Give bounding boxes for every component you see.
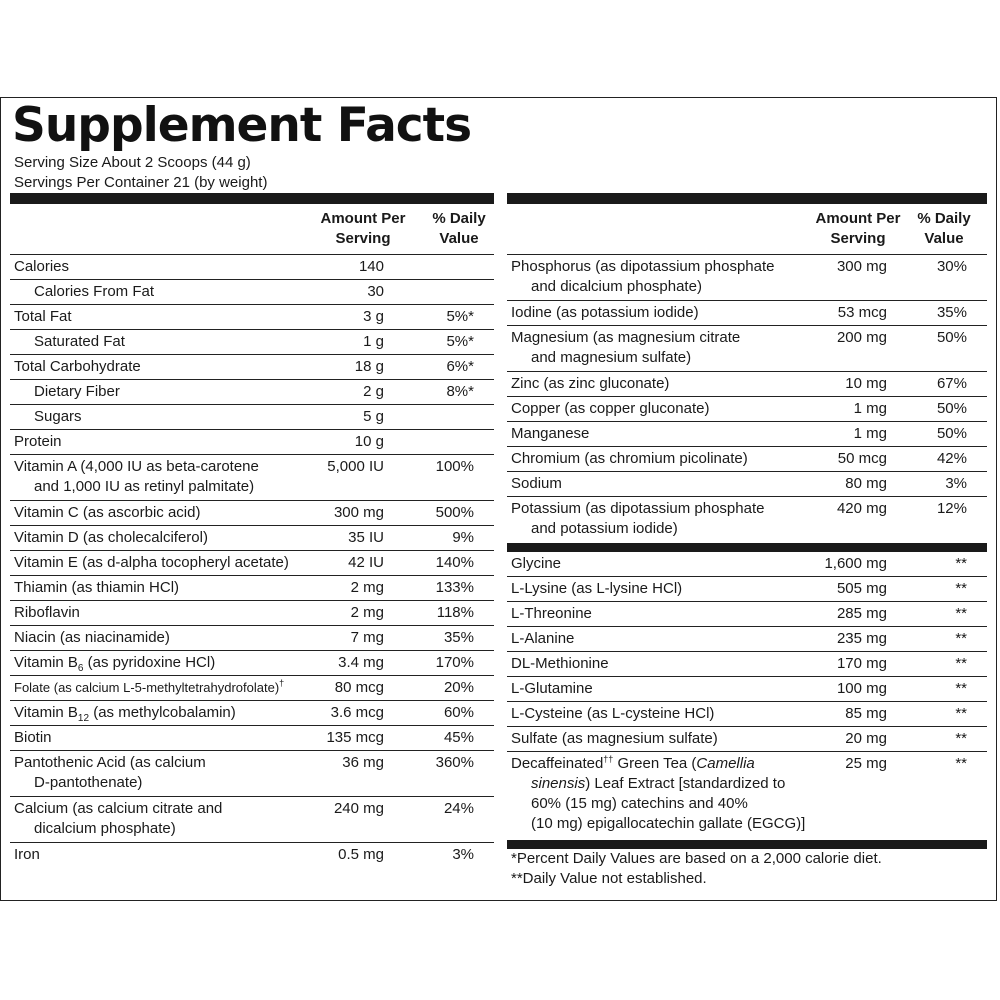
- amount-value: 505 mg: [836, 580, 887, 597]
- nutrient-name: Sodium: [511, 475, 562, 492]
- daily-value: **: [955, 705, 967, 722]
- nutrient-row: [10, 455, 494, 501]
- daily-value: **: [955, 630, 967, 647]
- nutrient-name: Total Fat: [14, 308, 72, 325]
- daily-value: 100%: [435, 458, 474, 475]
- nutrient-row: [10, 305, 494, 330]
- daily-value: 5%*: [446, 308, 474, 325]
- nutrient-name: Vitamin E (as d-alpha tocopheryl acetate): [14, 554, 289, 571]
- panel-title: Supplement Facts: [12, 98, 472, 153]
- daily-value: 5%*: [446, 333, 474, 350]
- nutrient-row: [507, 602, 987, 627]
- nutrient-row: [507, 652, 987, 677]
- thick-rule: [507, 840, 987, 849]
- nutrient-name: Vitamin A (4,000 IU as beta-carotene and 1,000 IU as retinyl palmitate): [14, 458, 259, 495]
- nutrient-name: DL-Methionine: [511, 655, 609, 672]
- nutrient-row: [10, 526, 494, 551]
- nutrient-list-left: [10, 255, 494, 868]
- amount-value: 300 mg: [333, 504, 384, 521]
- column-header: [507, 204, 987, 255]
- nutrient-row: [507, 677, 987, 702]
- column-header: [10, 204, 494, 255]
- amount-value: 35 IU: [348, 529, 384, 546]
- nutrient-row: [10, 551, 494, 576]
- nutrient-row: [507, 727, 987, 752]
- daily-value: 20%: [443, 679, 474, 696]
- amount-value: 2 mg: [350, 604, 384, 621]
- amount-value: 7 mg: [350, 629, 384, 646]
- daily-value: **: [955, 730, 967, 747]
- daily-value: **: [955, 755, 967, 772]
- amount-value: 5,000 IU: [327, 458, 384, 475]
- amount-value: 85 mg: [845, 705, 887, 722]
- amount-value: 3 g: [363, 308, 384, 325]
- amount-value: 5 g: [363, 408, 384, 425]
- amount-value: 42 IU: [348, 554, 384, 571]
- daily-value: 30%: [936, 258, 967, 275]
- nutrient-name: Sulfate (as magnesium sulfate): [511, 730, 718, 747]
- nutrient-row: [10, 751, 494, 797]
- nutrient-name: L-Alanine: [511, 630, 575, 647]
- amount-value: 25 mg: [845, 755, 887, 772]
- nutrient-row: [507, 447, 987, 472]
- amount-value: 140: [358, 258, 384, 275]
- nutrient-name: Sugars: [34, 408, 82, 425]
- amount-header: Amount Per Serving: [815, 210, 901, 247]
- daily-value: 12%: [936, 500, 967, 517]
- amount-value: 10 g: [354, 433, 384, 450]
- nutrient-row: [10, 797, 494, 843]
- amount-value: 80 mg: [845, 475, 887, 492]
- nutrient-name: Folate (as calcium L-5-methyltetrahydrofolate)†: [14, 678, 285, 695]
- nutrient-row: [507, 326, 987, 372]
- daily-value: 3%: [452, 846, 474, 863]
- daily-value: 50%: [936, 329, 967, 346]
- amount-value: 200 mg: [836, 329, 887, 346]
- nutrient-row: [10, 601, 494, 626]
- servings-per-container: Servings Per Container 21 (by weight): [14, 174, 268, 191]
- daily-value: 42%: [936, 450, 967, 467]
- amount-value: 53 mcg: [837, 304, 887, 321]
- nutrient-name: Protein: [14, 433, 62, 450]
- nutrient-name: Vitamin C (as ascorbic acid): [14, 504, 201, 521]
- amount-value: 0.5 mg: [338, 846, 384, 863]
- nutrient-name: Copper (as copper gluconate): [511, 400, 710, 417]
- daily-value: 9%: [452, 529, 474, 546]
- daily-value: 170%: [435, 654, 474, 671]
- nutrient-row: [507, 577, 987, 602]
- nutrient-row: [10, 330, 494, 355]
- nutrient-row: [507, 497, 987, 543]
- nutrient-row: [10, 843, 494, 868]
- nutrient-row: [10, 501, 494, 526]
- nutrient-name: Vitamin D (as cholecalciferol): [14, 529, 208, 546]
- amount-value: 240 mg: [333, 800, 384, 817]
- nutrient-name: Vitamin $B_{12}$ (as methylcobalamin): [14, 704, 236, 724]
- thick-rule: [10, 193, 494, 204]
- daily-value: 24%: [443, 800, 474, 817]
- daily-value: 67%: [936, 375, 967, 392]
- daily-value: **: [955, 555, 967, 572]
- nutrient-name: Chromium (as chromium picolinate): [511, 450, 748, 467]
- nutrient-row: [507, 627, 987, 652]
- nutrient-row: [507, 552, 987, 577]
- nutrient-name: Phosphorus (as dipotassium phosphate and dicalcium phosphate): [511, 258, 775, 295]
- nutrient-row: [10, 726, 494, 751]
- nutrient-name: Riboflavin: [14, 604, 80, 621]
- daily-value: 50%: [936, 400, 967, 417]
- amount-value: 1,600 mg: [824, 555, 887, 572]
- daily-value: 140%: [435, 554, 474, 571]
- nutrient-row: [10, 576, 494, 601]
- amount-value: 2 g: [363, 383, 384, 400]
- nutrient-name: Saturated Fat: [34, 333, 125, 350]
- nutrient-name: Zinc (as zinc gluconate): [511, 375, 670, 392]
- daily-value: **: [955, 605, 967, 622]
- amount-value: 1 mg: [853, 425, 887, 442]
- thick-rule: [507, 543, 987, 552]
- daily-value: 133%: [435, 579, 474, 596]
- left-column: [10, 193, 494, 868]
- daily-value: 3%: [945, 475, 967, 492]
- nutrient-row: [10, 626, 494, 651]
- nutrient-name: Dietary Fiber: [34, 383, 120, 400]
- daily-value: 35%: [443, 629, 474, 646]
- nutrient-row: [10, 255, 494, 280]
- amount-value: 420 mg: [836, 500, 887, 517]
- amount-value: 2 mg: [350, 579, 384, 596]
- nutrient-name: Magnesium (as magnesium citrate and magnesium sulfate): [511, 329, 741, 366]
- nutrient-name: Potassium (as dipotassium phosphate and potassium iodide): [511, 500, 765, 537]
- amount-value: 18 g: [354, 358, 384, 375]
- nutrient-row: [507, 702, 987, 727]
- daily-value: 500%: [435, 504, 474, 521]
- nutrient-row: [507, 752, 987, 840]
- nutrient-row: [10, 405, 494, 430]
- amount-value: 20 mg: [845, 730, 887, 747]
- daily-value: 118%: [436, 604, 474, 621]
- amino-acid-list: [507, 552, 987, 840]
- amount-value: 135 mcg: [326, 729, 384, 746]
- amount-value: 30: [367, 283, 384, 300]
- mineral-list: [507, 255, 987, 543]
- serving-size: Serving Size About 2 Scoops (44 g): [14, 154, 251, 171]
- amount-value: 235 mg: [836, 630, 887, 647]
- footnote-daily-values: *Percent Daily Values are based on a 2,000 calorie diet.: [511, 850, 882, 867]
- nutrient-name: Biotin: [14, 729, 52, 746]
- amount-value: 10 mg: [845, 375, 887, 392]
- daily-value: 45%: [443, 729, 474, 746]
- daily-value: **: [955, 680, 967, 697]
- daily-value: 360%: [435, 754, 474, 771]
- nutrient-name: Iron: [14, 846, 40, 863]
- amount-value: 3.4 mg: [338, 654, 384, 671]
- nutrient-name: L-Cysteine (as L-cysteine HCl): [511, 705, 715, 722]
- daily-value-header: % Daily Value: [917, 210, 971, 247]
- nutrient-name: Calories From Fat: [34, 283, 155, 300]
- nutrient-row: [10, 701, 494, 726]
- nutrient-name: Niacin (as niacinamide): [14, 629, 170, 646]
- nutrient-row: [507, 301, 987, 326]
- amount-value: 3.6 mcg: [330, 704, 384, 721]
- amount-value: 50 mcg: [837, 450, 887, 467]
- nutrient-name: Manganese: [511, 425, 590, 442]
- amount-value: 300 mg: [836, 258, 887, 275]
- daily-value: 6%*: [446, 358, 474, 375]
- nutrient-name: Decaffeinated†† Green Tea (Camellia sinensis) Leaf Extract [standardized to 60% (15 mg) catechins and 40% (10 mg) epigallocatechin gallate (EGCG)]: [511, 754, 806, 832]
- nutrient-name: L-Lysine (as L-lysine HCl): [511, 580, 683, 597]
- nutrient-row: [10, 430, 494, 455]
- nutrient-row: [507, 372, 987, 397]
- nutrient-name: Calories: [14, 258, 70, 275]
- amount-value: 100 mg: [836, 680, 887, 697]
- nutrient-name: Glycine: [511, 555, 562, 572]
- amount-header: Amount Per Serving: [320, 210, 406, 247]
- nutrient-name: L-Threonine: [511, 605, 592, 622]
- amount-value: 1 mg: [853, 400, 887, 417]
- nutrient-row: [507, 472, 987, 497]
- nutrient-row: [10, 676, 494, 701]
- daily-value: **: [955, 580, 967, 597]
- nutrient-name: Vitamin $B_6$ (as pyridoxine HCl): [14, 654, 216, 674]
- daily-value: 35%: [936, 304, 967, 321]
- nutrient-name: Iodine (as potassium iodide): [511, 304, 699, 321]
- nutrient-row: [507, 397, 987, 422]
- nutrient-name: L-Glutamine: [511, 680, 593, 697]
- amount-value: 36 mg: [342, 754, 384, 771]
- footnote-not-established: **Daily Value not established.: [511, 870, 707, 887]
- daily-value: 8%*: [446, 383, 474, 400]
- right-column: [507, 193, 987, 887]
- nutrient-row: [507, 255, 987, 301]
- amount-value: 285 mg: [836, 605, 887, 622]
- nutrient-row: [10, 651, 494, 676]
- amount-value: 1 g: [363, 333, 384, 350]
- nutrient-row: [10, 380, 494, 405]
- amount-value: 80 mcg: [334, 679, 384, 696]
- nutrient-name: Calcium (as calcium citrate and dicalcium phosphate): [14, 800, 223, 837]
- amount-value: 170 mg: [836, 655, 887, 672]
- nutrient-name: Thiamin (as thiamin HCl): [14, 579, 180, 596]
- daily-value-header: % Daily Value: [432, 210, 486, 247]
- nutrient-row: [507, 422, 987, 447]
- nutrient-name: Pantothenic Acid (as calcium D-pantothenate): [14, 754, 206, 791]
- nutrient-row: [10, 280, 494, 305]
- daily-value: 50%: [936, 425, 967, 442]
- nutrient-name: Total Carbohydrate: [14, 358, 141, 375]
- nutrient-row: [10, 355, 494, 380]
- daily-value: 60%: [443, 704, 474, 721]
- daily-value: **: [955, 655, 967, 672]
- thick-rule: [507, 193, 987, 204]
